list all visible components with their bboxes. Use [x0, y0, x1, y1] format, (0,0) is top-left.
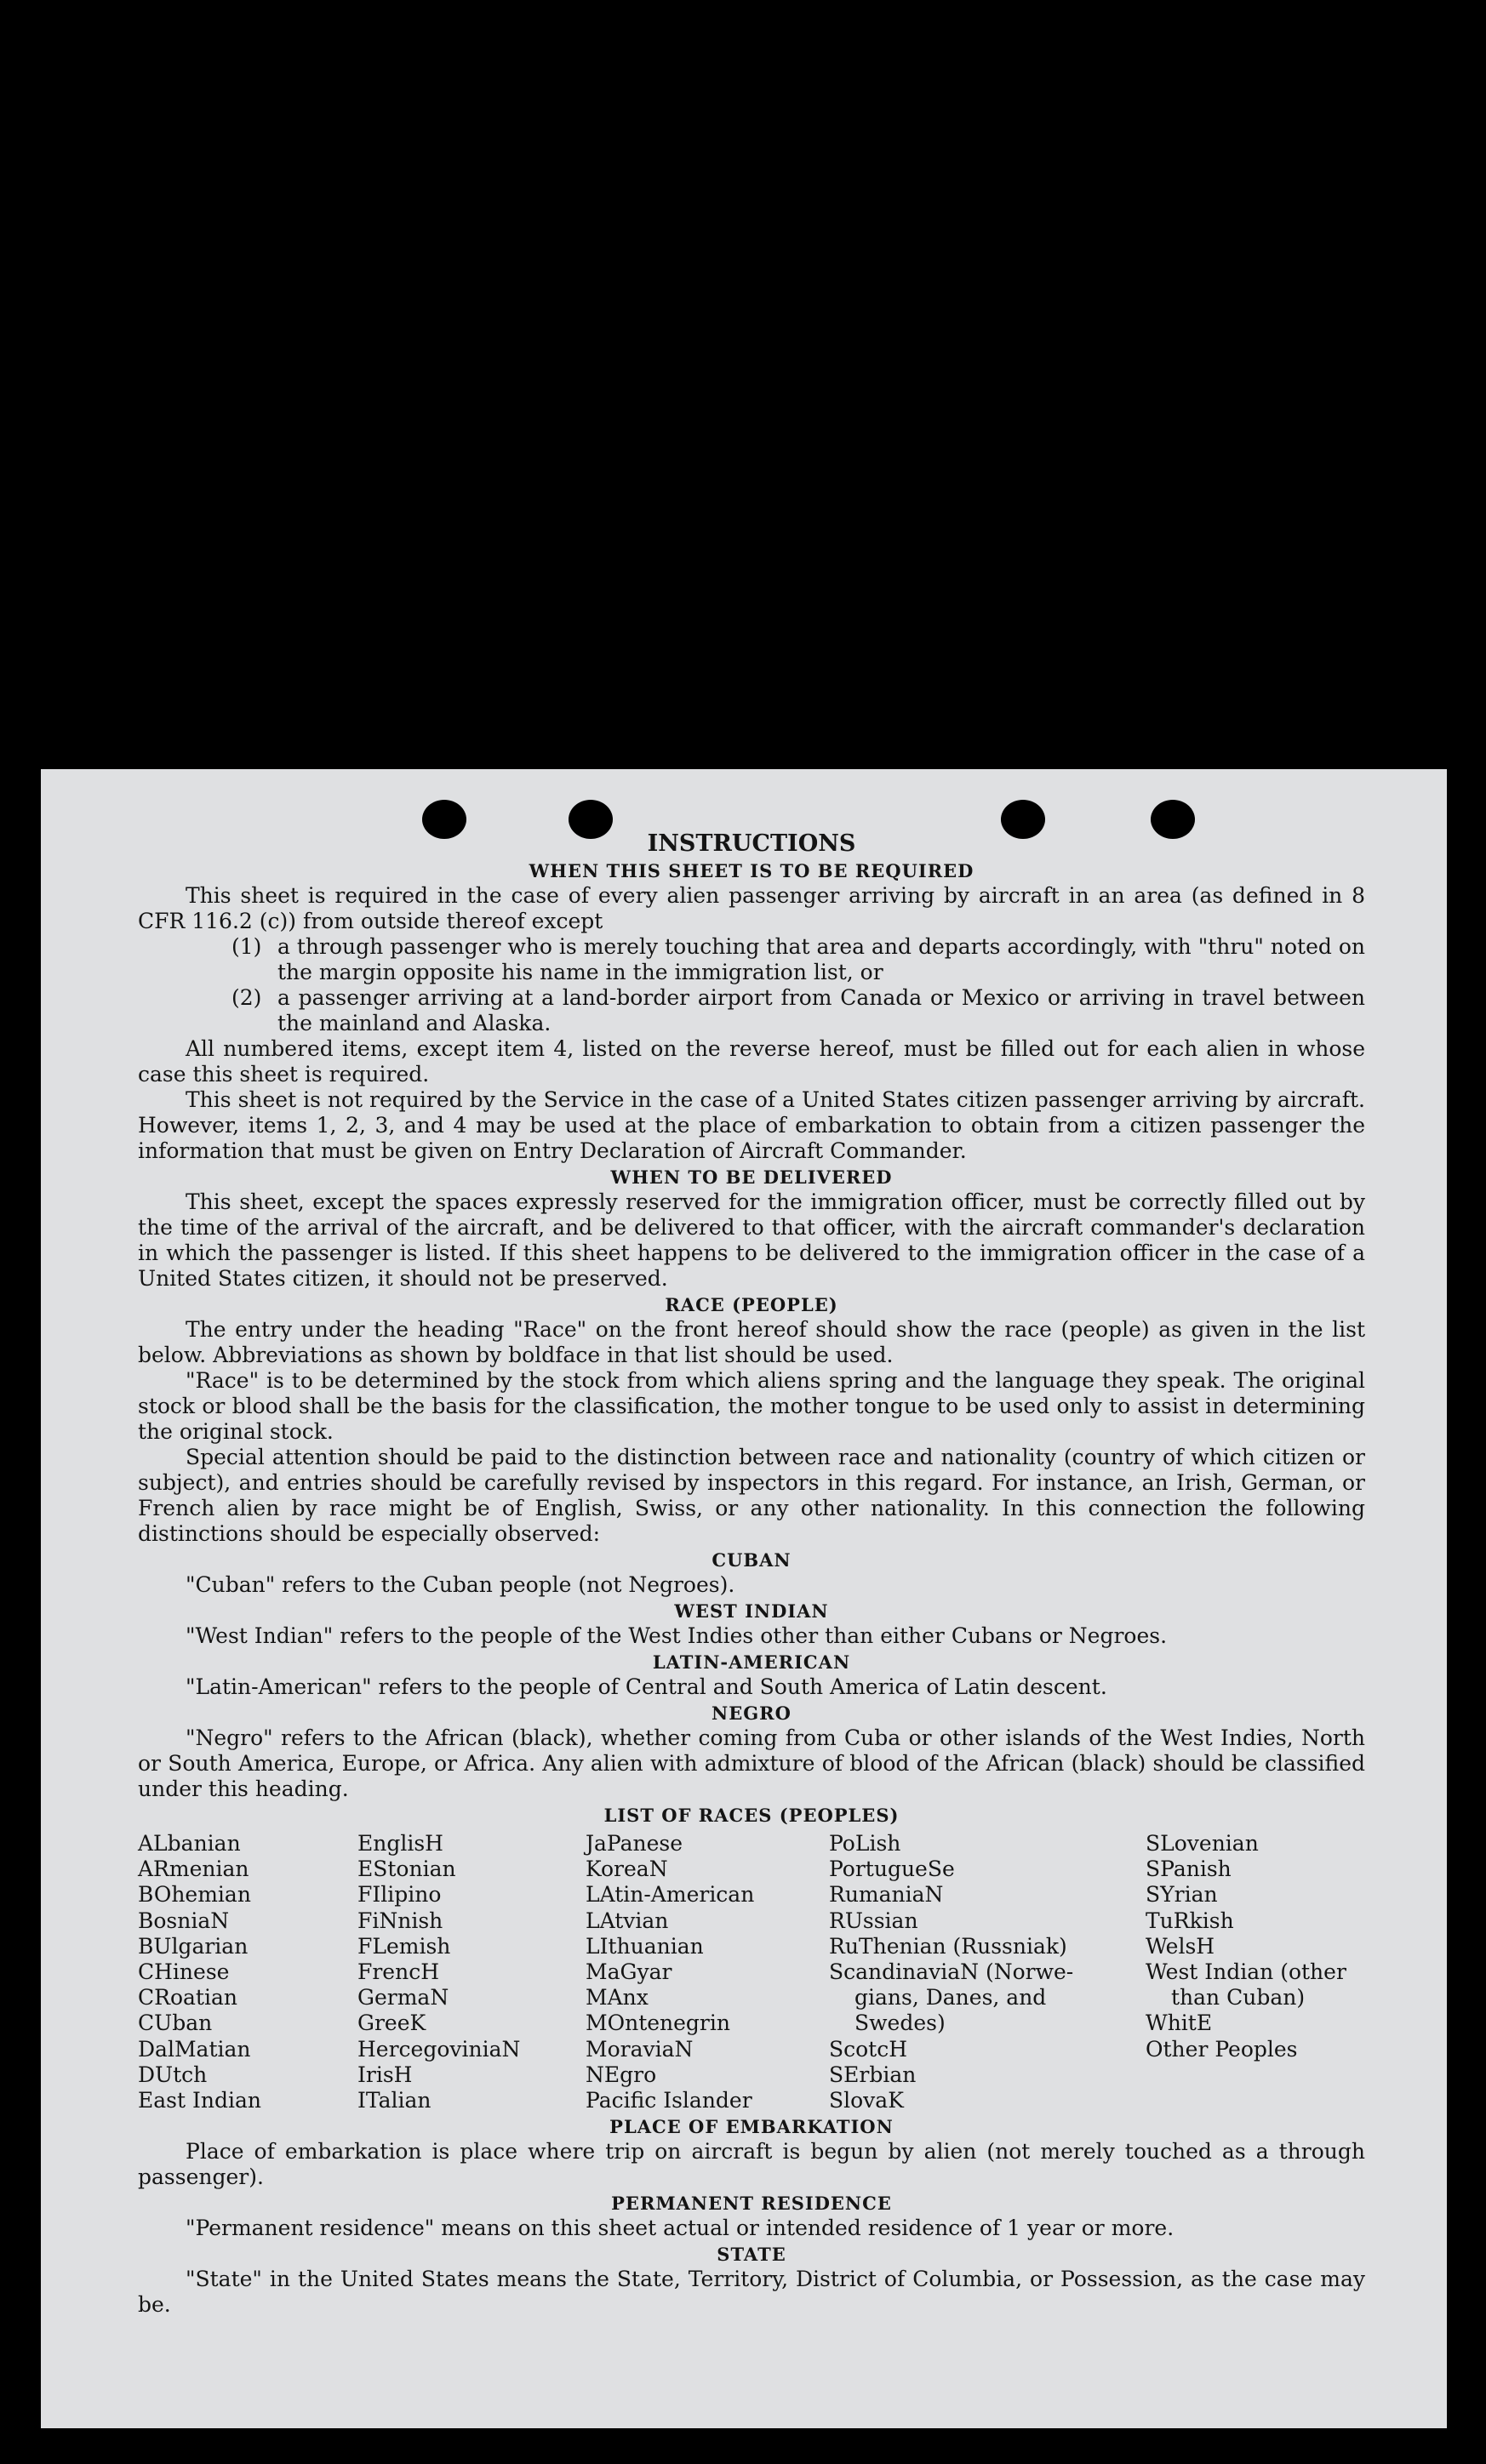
heading-place-of-embarkation: PLACE OF EMBARKATION [609, 2116, 894, 2138]
heading-when-delivered: WHEN TO BE DELIVERED [610, 1166, 893, 1188]
paragraph-state: "State" in the United States means the State, Territory, District of Columbia, or Possession, as the case may be. [138, 2267, 1365, 2318]
race-entry: WelsH [1146, 1933, 1215, 1959]
instructions-body [138, 830, 1365, 2318]
paragraph-race-definition: "Race" is to be determined by the stock from which aliens spring and the language they speak. The original stock or blood shall be the basis for the classification, the mother tongue to be used only to assist in determining the original stock. [138, 1368, 1365, 1444]
item-number: (1) [231, 934, 262, 959]
race-entry: PoLish [829, 1831, 901, 1856]
race-entry: Swedes) [854, 2011, 946, 2036]
heading-negro: NEGRO [712, 1703, 792, 1724]
race-entry: KoreaN [586, 1857, 668, 1882]
race-entry: CRoatian [138, 1985, 237, 2011]
race-entry: DalMatian [138, 2036, 251, 2062]
race-entry: SlovaK [829, 2088, 904, 2113]
heading-latin-american: LATIN-AMERICAN [652, 1651, 851, 1673]
race-entry: MoraviaN [586, 2036, 694, 2062]
race-entry: GreeK [357, 2011, 426, 2036]
races-column [138, 1831, 357, 2113]
race-entry: FIlipino [357, 1882, 442, 1908]
race-entry: WhitE [1146, 2011, 1213, 2036]
race-entry: DUtch [138, 2062, 208, 2087]
race-entry: Other Peoples [1146, 2036, 1298, 2062]
race-entry: ScotcH [829, 2036, 908, 2062]
paragraph-west-indian: "West Indian" refers to the people of the West Indies other than either Cubans or Negroes. [186, 1623, 1168, 1648]
paragraph-numbered-items: All numbered items, except item 4, listed on the reverse hereof, must be filled out for each alien in whose case this sheet is required. [138, 1036, 1365, 1087]
page-title: INSTRUCTIONS [647, 830, 856, 857]
race-entry: IrisH [357, 2062, 413, 2087]
paragraph-embarkation: Place of embarkation is place where trip on aircraft is begun by alien (not merely touched as a through passenger). [138, 2139, 1365, 2190]
heading-race: RACE (PEOPLE) [665, 1294, 838, 1315]
race-entry: than Cuban) [1171, 1985, 1306, 2011]
race-entry: RuThenian (Russniak) [829, 1933, 1067, 1959]
paragraph-residence: "Permanent residence" means on this sheet actual or intended residence of 1 year or more. [186, 2216, 1175, 2241]
list-item [231, 985, 1365, 1036]
race-entry: BOhemian [138, 1882, 251, 1908]
race-entry: FiNnish [357, 1908, 443, 1933]
race-entry: HercegoviniaN [357, 2036, 521, 2062]
race-entry: CUban [138, 2011, 213, 2036]
paragraph-latin-american: "Latin-American" refers to the people of Central and South America of Latin descent. [186, 1674, 1107, 1699]
list-item [231, 934, 1365, 985]
race-entry: JaPanese [586, 1831, 683, 1856]
race-entry: BosniaN [138, 1908, 230, 1933]
race-entry: SLovenian [1146, 1831, 1259, 1856]
race-entry: SErbian [829, 2062, 917, 2087]
races-column [1146, 1831, 1365, 2113]
heading-permanent-residence: PERMANENT RESIDENCE [611, 2193, 892, 2215]
heading-state: STATE [717, 2244, 786, 2266]
item-number: (2) [231, 985, 262, 1010]
race-entry: Pacific Islander [586, 2088, 752, 2113]
race-entry: FLemish [357, 1933, 451, 1959]
race-entry: ALbanian [138, 1831, 241, 1856]
race-entry: CHinese [138, 1959, 230, 1985]
race-entry: EnglisH [357, 1831, 443, 1856]
paragraph-cuban: "Cuban" refers to the Cuban people (not Negroes). [186, 1572, 735, 1597]
race-entry: GermaN [357, 1985, 449, 2011]
paragraph-citizen: This sheet is not required by the Service in the case of a United States citizen passenger arriving by aircraft. However, items 1, 2, 3, and 4 may be used at the place of embarkation to obtain from a citizen passenger the information that must be given on Entry Declaration of Aircraft Commander. [138, 1087, 1365, 1163]
races-list [138, 1831, 1365, 2113]
race-entry: ScandinaviaN (Norwe- [829, 1959, 1074, 1985]
race-entry: BUlgarian [138, 1933, 249, 1959]
race-entry: NEgro [586, 2062, 657, 2087]
race-entry: PortugueSe [829, 1857, 955, 1882]
race-entry: ARmenian [138, 1857, 249, 1882]
item-text: a passenger arriving at a land-border airport from Canada or Mexico or arriving in travel between the mainland and Alaska. [277, 985, 1365, 1035]
race-entry: MaGyar [586, 1959, 672, 1985]
race-entry: SYrian [1146, 1882, 1218, 1908]
race-entry: gians, Danes, and [854, 1985, 1047, 2011]
heading-when-required: WHEN THIS SHEET IS TO BE REQUIRED [529, 860, 974, 881]
race-entry: RUssian [829, 1908, 918, 1933]
race-entry: FrencH [357, 1959, 439, 1985]
race-entry: MOntenegrin [586, 2011, 730, 2036]
race-entry: MAnx [586, 1985, 649, 2011]
race-entry: LAtin-American [586, 1882, 755, 1908]
races-column [586, 1831, 829, 2113]
paragraph-race-nationality: Special attention should be paid to the distinction between race and nationality (country of which citizen or subject), and entries should be carefully revised by inspectors in this regard. For instance, an Irish, German, or French alien by race might be of English, Swiss, or any other nationality. In this connection the following distinctions should be especially observed: [138, 1445, 1365, 1546]
heading-west-indian: WEST INDIAN [674, 1600, 829, 1622]
race-entry: LIthuanian [586, 1933, 704, 1959]
races-column [357, 1831, 586, 2113]
paragraph-intro: This sheet is required in the case of every alien passenger arriving by aircraft in an area (as defined in 8 CFR 116.2 (c)) from outside thereof except [138, 883, 1365, 933]
race-entry: EStonian [357, 1857, 456, 1882]
paragraph-negro: "Negro" refers to the African (black), whether coming from Cuba or other islands of the West Indies, North or South America, Europe, or Africa. Any alien with admixture of blood of the African (black) should be classified under this heading. [138, 1725, 1365, 1801]
race-entry: East Indian [138, 2088, 261, 2113]
heading-cuban: CUBAN [712, 1549, 792, 1571]
document-sheet [41, 769, 1447, 2428]
heading-list-of-races: LIST OF RACES (PEOPLES) [603, 1805, 900, 1826]
paragraph-race-entry: The entry under the heading "Race" on the front hereof should show the race (people) as given in the list below. Abbreviations as shown by boldface in that list should be used. [138, 1317, 1365, 1367]
race-entry: ITalian [357, 2088, 432, 2113]
item-text: a through passenger who is merely touching that area and departs accordingly, with "thru" noted on the margin opposite his name in the immigration list, or [277, 934, 1365, 984]
race-entry: TuRkish [1146, 1908, 1234, 1933]
race-entry: West Indian (other [1146, 1959, 1346, 1985]
paragraph-delivery: This sheet, except the spaces expressly reserved for the immigration officer, must be correctly filled out by the time of the arrival of the aircraft, and be delivered to that officer, with the aircraft commander's declaration in which the passenger is listed. If this sheet happens to be delivered to the immigration officer in the case of a United States citizen, it should not be preserved. [138, 1189, 1365, 1291]
race-entry: RumaniaN [829, 1882, 944, 1908]
race-entry: LAtvian [586, 1908, 669, 1933]
races-column [829, 1831, 1146, 2113]
race-entry: SPanish [1146, 1857, 1232, 1882]
